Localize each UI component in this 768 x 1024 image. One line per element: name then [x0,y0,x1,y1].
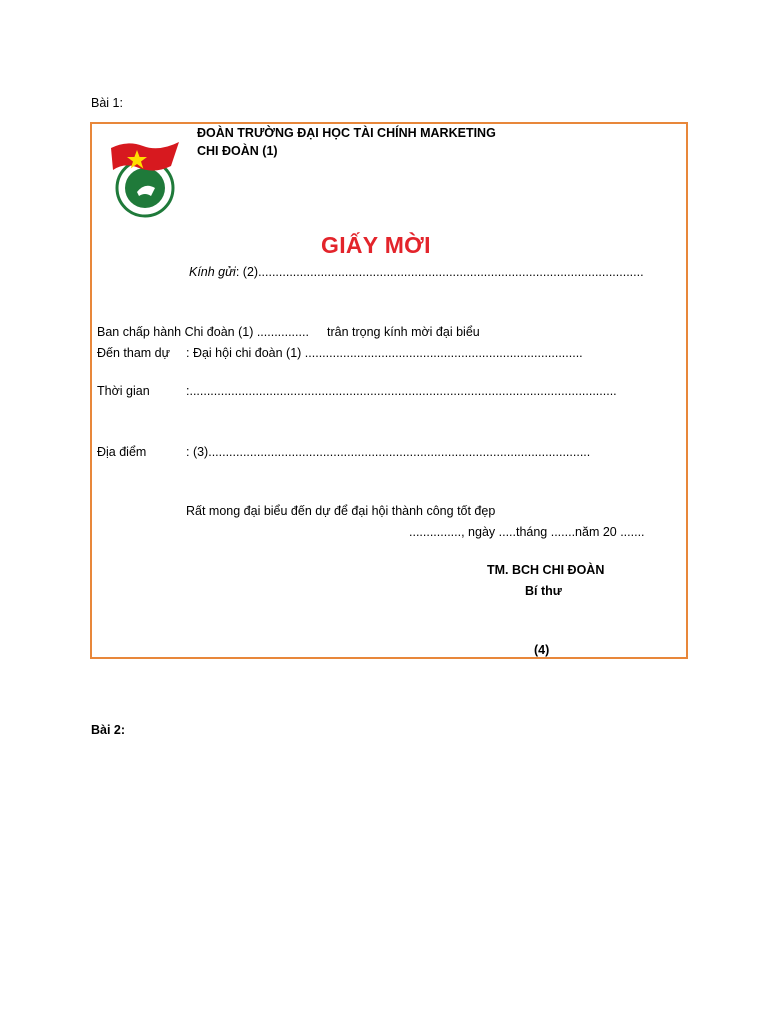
committee-text: Ban chấp hành Chi đoàn (1) ............... [97,325,309,339]
recipient-line [189,265,649,279]
signature-title: TM. BCH CHI ĐOÀN [487,563,605,577]
time-label: Thời gian [97,384,150,398]
place-value: : (3).............................................................................................................. [186,445,591,459]
youth-union-emblem-icon [107,140,183,220]
exercise-2-label: Bài 2: [91,723,126,737]
org-line-1: ĐOÀN TRƯỜNG ĐẠI HỌC TÀI CHÍNH MARKETING [197,126,496,140]
signature-role: Bí thư [525,584,562,598]
recipient-value: : (2)............................................................................................................... [235,265,644,279]
document-title: GIẤY MỜI [321,232,431,258]
closing-text: Rất mong đại biểu đến dự để đại hội thành công tốt đẹp [186,504,496,518]
invite-text: trân trọng kính mời đại biểu [327,325,480,339]
recipient-label: Kính gửi [189,265,236,279]
place-label: Địa điểm [97,445,147,459]
date-line: ..............., ngày .....tháng .......năm 20 ....... [409,525,645,539]
signature-number: (4) [534,643,550,657]
attend-label: Đến tham dự [97,346,170,360]
exercise-1-label: Bài 1: [91,96,123,110]
time-value: :........................................................................................................................... [186,384,617,398]
org-line-2: CHI ĐOÀN (1) [197,144,278,158]
attend-value: : Đại hội chi đoàn (1) ................................................................................ [186,346,583,360]
